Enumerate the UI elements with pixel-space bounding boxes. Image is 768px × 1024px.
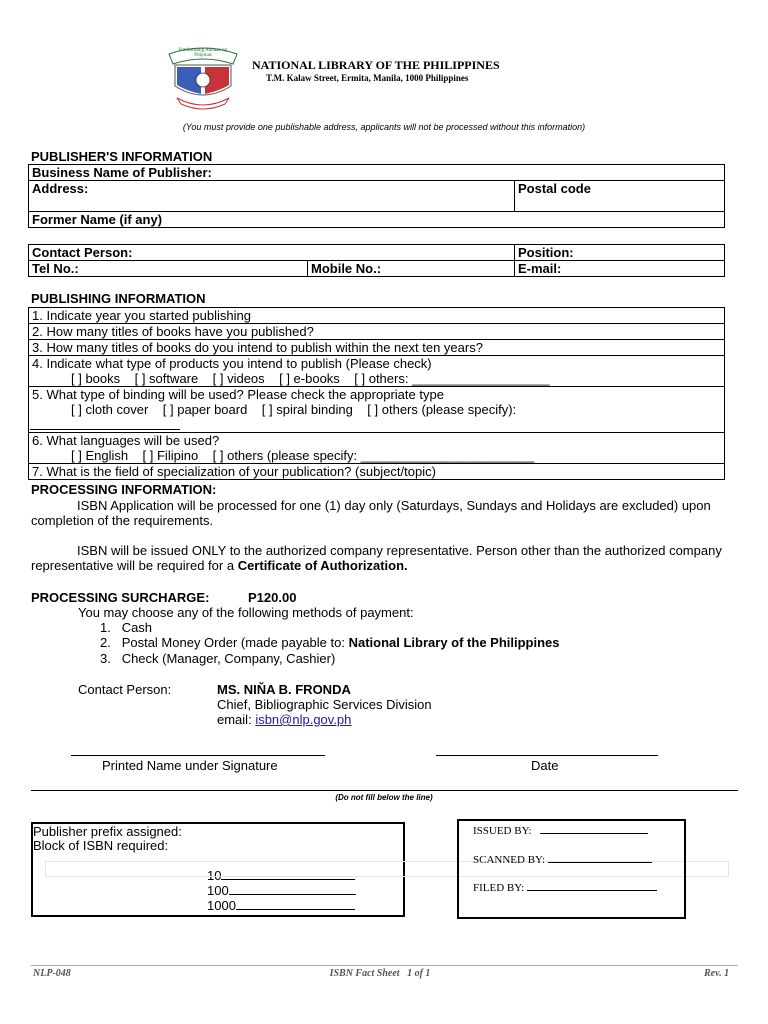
question-product-types [29,356,725,387]
question-languages [29,433,725,464]
business-name-field[interactable]: Business Name of Publisher: [29,165,725,181]
question-titles-published[interactable]: 2. How many titles of books have you published? [29,324,725,340]
option-other-products[interactable]: [ ] others: ___________________ [354,371,550,386]
publisher-prefix-label: Publisher prefix assigned: [33,824,182,839]
option-software[interactable]: [ ] software [134,371,199,386]
question-binding-type [29,387,725,433]
signature-line[interactable] [71,755,325,756]
publisher-info-table [28,164,725,228]
org-name: NATIONAL LIBRARY OF THE PHILIPPINES [252,58,500,72]
processing-info-heading: PROCESSING INFORMATION: [31,482,217,497]
position-field[interactable]: Position: [515,245,725,261]
payment-method-money-order: 2. Postal Money Order (made payable to: National Library of the Philippines [100,635,560,650]
payment-method-cash: 1. Cash [100,620,153,635]
nlp-seal-logo [163,44,243,110]
product-types-label: 4. Indicate what type of products you intend to publish (Please check) [32,356,432,371]
surcharge-label: PROCESSING SURCHARGE: [31,590,210,605]
option-other-binding[interactable]: [ ] others (please specify): [367,402,517,417]
block-100-label: 100 [207,883,229,898]
languages-label: 6. What languages will be used? [32,433,220,448]
form-title: ISBN Fact Sheet 1 of 1 [329,968,431,979]
question-titles-planned[interactable]: 3. How many titles of books do you intend to publish within the next ten years? [29,340,725,356]
block-100-row[interactable] [207,883,356,898]
scanned-by-row[interactable] [473,854,652,866]
date-label: Date [531,758,559,773]
payment-method-2-text: Postal Money Order (made payable to: [121,635,345,650]
filed-by-row[interactable] [473,882,657,894]
option-cloth-cover[interactable]: [ ] cloth cover [71,402,149,417]
option-filipino[interactable]: [ ] Filipino [142,448,199,463]
scanned-by-label: SCANNED BY: [473,854,546,866]
former-name-field[interactable]: Former Name (if any) [29,212,725,228]
footer-divider [31,965,738,966]
do-not-fill-note: (Do not fill below the line) [335,793,433,802]
publishing-info-table [28,307,725,480]
payment-method-3-text: Check (Manager, Company, Cashier) [121,651,336,666]
block-1000-label: 1000 [207,898,236,913]
option-spiral-binding[interactable]: [ ] spiral binding [261,402,353,417]
issuance-text: ISBN will be issued ONLY to the authorized company representative. Person other than the authorized company representative will be required for a [31,543,722,573]
question-specialization[interactable]: 7. What is the field of specialization of your publication? (subject/topic) [29,464,725,480]
mobile-no-field[interactable]: Mobile No.: [308,261,515,277]
contact-email-link[interactable]: isbn@nlp.gov.ph [255,712,352,727]
isbn-block-label: Block of ISBN required: [33,838,169,853]
postal-code-field[interactable]: Postal code [515,181,725,212]
option-english[interactable]: [ ] English [71,448,129,463]
payment-method-check: 3. Check (Manager, Company, Cashier) [100,651,336,666]
option-paper-board[interactable]: [ ] paper board [162,402,248,417]
cut-line [31,790,738,791]
contact-email-row [217,712,351,727]
option-videos[interactable]: [ ] videos [212,371,265,386]
issuance-paragraph [31,543,731,573]
processing-time-paragraph: ISBN Application will be processed for one (1) day only (Saturdays, Sundays and Holidays are excluded) upon completion of the requirements. [31,498,711,528]
processing-log-box [457,819,686,919]
block-1000-row[interactable] [207,898,355,913]
contact-table [28,244,725,277]
publishing-info-heading: PUBLISHING INFORMATION [31,291,206,306]
org-address: T.M. Kalaw Street, Ermita, Manila, 1000 Philippines [266,73,469,83]
option-books[interactable]: [ ] books [71,371,121,386]
option-other-language[interactable]: [ ] others (please specify: ________________________ [212,448,535,463]
publisher-info-heading: PUBLISHER'S INFORMATION [31,149,213,164]
form-code: NLP-048 [33,968,71,979]
payment-method-1-text: Cash [121,620,153,635]
printed-name-label: Printed Name under Signature [102,758,278,773]
filed-by-label: FILED BY: [473,882,525,894]
issued-by-row[interactable] [473,825,648,837]
contact-person-name: MS. NIŇA B. FRONDA [217,682,351,697]
date-line[interactable] [436,755,658,756]
email-field[interactable]: E-mail: [515,261,725,277]
payment-intro: You may choose any of the following methods of payment: [78,605,414,620]
tel-no-field[interactable]: Tel No.: [29,261,308,277]
binding-type-label: 5. What type of binding will be used? Please check the appropriate type [32,387,444,402]
contact-person-title: Chief, Bibliographic Services Division [217,697,432,712]
block-10-label: 10 [207,868,222,883]
binding-specify-line[interactable] [30,417,180,430]
email-label: email: [217,712,252,727]
surcharge-amount: P120.00 [248,590,297,605]
payee-name: National Library of the Philippines [348,635,560,650]
issued-by-label: ISSUED BY: [473,825,532,837]
seal-text: Pambansang Aklatan ng Pilipinas [178,48,228,58]
contact-person-field[interactable]: Contact Person: [29,245,515,261]
question-year-started[interactable]: 1. Indicate year you started publishing [29,308,725,324]
contact-person-label: Contact Person: [78,682,172,697]
option-ebooks[interactable]: [ ] e-books [279,371,340,386]
publishable-address-notice: (You must provide one publishable address, applicants will not be processed without this information) [182,122,586,132]
form-revision: Rev. 1 [704,968,730,979]
certificate-of-authorization: Certificate of Authorization. [237,558,408,573]
address-field[interactable]: Address: [29,181,515,212]
